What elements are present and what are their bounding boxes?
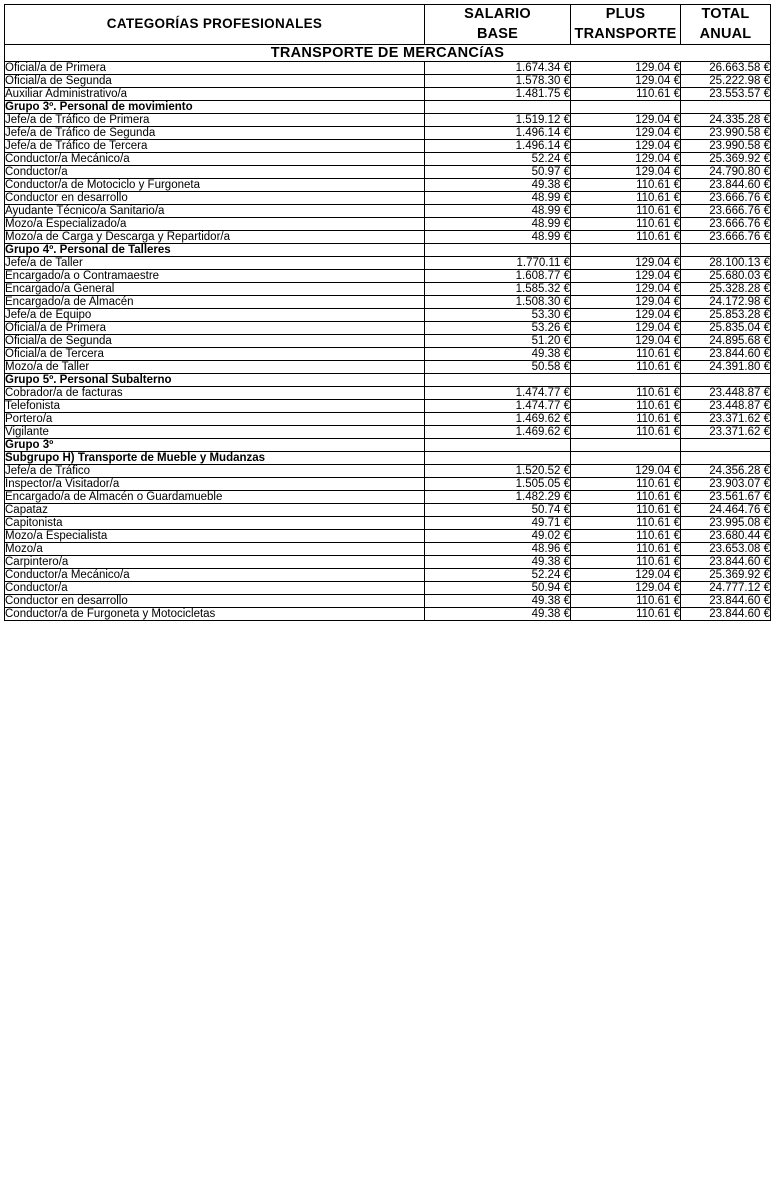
cell-category: Conductor/a Mecánico/a: [5, 569, 425, 582]
group-row: [5, 452, 771, 465]
header-salario-base-line1: SALARIO: [464, 6, 531, 22]
table-row: [5, 361, 771, 374]
header-plus-transporte-line1: PLUS: [605, 6, 646, 22]
cell-total-anual: 23.561.67 €: [681, 491, 771, 504]
cell-plus-transporte: 110.61 €: [571, 595, 681, 608]
header-plus-transporte: [571, 5, 681, 45]
cell-salario-base: 48.99 €: [425, 205, 571, 218]
cell-total-anual: 23.844.60 €: [681, 556, 771, 569]
cell-plus-transporte: 110.61 €: [571, 543, 681, 556]
cell-plus-transporte: 110.61 €: [571, 517, 681, 530]
group-empty-cell: [681, 374, 771, 387]
cell-salario-base: 1.474.77 €: [425, 387, 571, 400]
cell-salario-base: 1.474.77 €: [425, 400, 571, 413]
table-row: [5, 387, 771, 400]
wage-table: [4, 4, 771, 621]
group-label: Grupo 5º. Personal Subalterno: [5, 374, 425, 387]
cell-total-anual: 23.553.57 €: [681, 88, 771, 101]
table-row: [5, 140, 771, 153]
cell-plus-transporte: 110.61 €: [571, 231, 681, 244]
cell-plus-transporte: 129.04 €: [571, 114, 681, 127]
group-empty-cell: [425, 452, 571, 465]
cell-plus-transporte: 129.04 €: [571, 270, 681, 283]
cell-total-anual: 25.369.92 €: [681, 569, 771, 582]
table-row: [5, 400, 771, 413]
table-row: [5, 556, 771, 569]
cell-salario-base: 1.519.12 €: [425, 114, 571, 127]
cell-salario-base: 1.585.32 €: [425, 283, 571, 296]
cell-plus-transporte: 129.04 €: [571, 569, 681, 582]
cell-category: Jefe/a de Tráfico de Primera: [5, 114, 425, 127]
cell-category: Auxiliar Administrativo/a: [5, 88, 425, 101]
table-row: [5, 504, 771, 517]
group-empty-cell: [681, 439, 771, 452]
cell-category: Oficial/a de Primera: [5, 62, 425, 75]
cell-total-anual: 23.666.76 €: [681, 205, 771, 218]
cell-salario-base: 1.520.52 €: [425, 465, 571, 478]
group-empty-cell: [681, 101, 771, 114]
cell-plus-transporte: 110.61 €: [571, 491, 681, 504]
cell-total-anual: 23.371.62 €: [681, 426, 771, 439]
cell-total-anual: 24.777.12 €: [681, 582, 771, 595]
cell-salario-base: 1.482.29 €: [425, 491, 571, 504]
cell-salario-base: 1.496.14 €: [425, 127, 571, 140]
header-salario-base-line2: BASE: [476, 25, 519, 42]
table-row: [5, 296, 771, 309]
cell-salario-base: 53.26 €: [425, 322, 571, 335]
header-categories: CATEGORÍAS PROFESIONALES: [5, 5, 425, 45]
table-row: [5, 478, 771, 491]
group-row: [5, 244, 771, 257]
cell-total-anual: 24.391.80 €: [681, 361, 771, 374]
table-row: [5, 218, 771, 231]
group-empty-cell: [425, 439, 571, 452]
cell-category: Vigilante: [5, 426, 425, 439]
cell-category: Encargado/a General: [5, 283, 425, 296]
cell-plus-transporte: 110.61 €: [571, 348, 681, 361]
cell-category: Ayudante Técnico/a Sanitario/a: [5, 205, 425, 218]
cell-salario-base: 50.97 €: [425, 166, 571, 179]
cell-total-anual: 23.448.87 €: [681, 400, 771, 413]
header-total-anual: [681, 5, 771, 45]
cell-total-anual: 25.835.04 €: [681, 322, 771, 335]
cell-plus-transporte: 110.61 €: [571, 608, 681, 621]
cell-plus-transporte: 129.04 €: [571, 335, 681, 348]
cell-total-anual: 23.666.76 €: [681, 218, 771, 231]
cell-salario-base: 49.38 €: [425, 556, 571, 569]
cell-plus-transporte: 110.61 €: [571, 504, 681, 517]
cell-plus-transporte: 110.61 €: [571, 400, 681, 413]
cell-salario-base: 1.496.14 €: [425, 140, 571, 153]
cell-plus-transporte: 129.04 €: [571, 166, 681, 179]
table-row: [5, 608, 771, 621]
cell-plus-transporte: 110.61 €: [571, 556, 681, 569]
cell-category: Conductor/a Mecánico/a: [5, 153, 425, 166]
cell-category: Oficial/a de Tercera: [5, 348, 425, 361]
table-row: [5, 491, 771, 504]
cell-salario-base: 48.99 €: [425, 192, 571, 205]
group-label: Grupo 4º. Personal de Talleres: [5, 244, 425, 257]
cell-category: Oficial/a de Segunda: [5, 75, 425, 88]
group-empty-cell: [425, 244, 571, 257]
cell-salario-base: 49.38 €: [425, 608, 571, 621]
cell-salario-base: 1.578.30 €: [425, 75, 571, 88]
table-row: [5, 270, 771, 283]
cell-total-anual: 23.903.07 €: [681, 478, 771, 491]
header-total-anual-line2: ANUAL: [699, 25, 752, 42]
cell-total-anual: 23.680.44 €: [681, 530, 771, 543]
group-empty-cell: [571, 439, 681, 452]
cell-category: Telefonista: [5, 400, 425, 413]
cell-total-anual: 24.172.98 €: [681, 296, 771, 309]
cell-category: Conductor/a: [5, 166, 425, 179]
cell-category: Mozo/a de Taller: [5, 361, 425, 374]
cell-category: Encargado/a o Contramaestre: [5, 270, 425, 283]
cell-total-anual: 23.995.08 €: [681, 517, 771, 530]
cell-total-anual: 23.990.58 €: [681, 127, 771, 140]
cell-total-anual: 25.853.28 €: [681, 309, 771, 322]
cell-plus-transporte: 110.61 €: [571, 179, 681, 192]
table-row: [5, 569, 771, 582]
cell-total-anual: 25.369.92 €: [681, 153, 771, 166]
cell-category: Jefe/a de Tráfico: [5, 465, 425, 478]
cell-total-anual: 24.464.76 €: [681, 504, 771, 517]
cell-category: Jefe/a de Tráfico de Segunda: [5, 127, 425, 140]
cell-category: Encargado/a de Almacén o Guardamueble: [5, 491, 425, 504]
table-row: [5, 322, 771, 335]
cell-total-anual: 24.356.28 €: [681, 465, 771, 478]
cell-category: Portero/a: [5, 413, 425, 426]
cell-total-anual: 23.653.08 €: [681, 543, 771, 556]
cell-category: Jefe/a de Equipo: [5, 309, 425, 322]
group-empty-cell: [571, 101, 681, 114]
cell-category: Mozo/a de Carga y Descarga y Repartidor/a: [5, 231, 425, 244]
cell-salario-base: 1.508.30 €: [425, 296, 571, 309]
group-empty-cell: [571, 452, 681, 465]
group-label: Grupo 3º. Personal de movimiento: [5, 101, 425, 114]
table-row: [5, 348, 771, 361]
table-row: [5, 127, 771, 140]
cell-plus-transporte: 110.61 €: [571, 205, 681, 218]
cell-total-anual: 25.680.03 €: [681, 270, 771, 283]
table-row: [5, 75, 771, 88]
table-row: [5, 413, 771, 426]
cell-salario-base: 50.58 €: [425, 361, 571, 374]
cell-plus-transporte: 110.61 €: [571, 387, 681, 400]
cell-category: Oficial/a de Segunda: [5, 335, 425, 348]
cell-category: Cobrador/a de facturas: [5, 387, 425, 400]
cell-total-anual: 23.990.58 €: [681, 140, 771, 153]
cell-plus-transporte: 129.04 €: [571, 582, 681, 595]
cell-salario-base: 1.608.77 €: [425, 270, 571, 283]
cell-total-anual: 25.222.98 €: [681, 75, 771, 88]
table-row: [5, 582, 771, 595]
cell-total-anual: 23.371.62 €: [681, 413, 771, 426]
table-row: [5, 283, 771, 296]
cell-plus-transporte: 129.04 €: [571, 296, 681, 309]
cell-salario-base: 50.74 €: [425, 504, 571, 517]
cell-total-anual: 23.844.60 €: [681, 595, 771, 608]
cell-salario-base: 52.24 €: [425, 153, 571, 166]
cell-salario-base: 51.20 €: [425, 335, 571, 348]
cell-salario-base: 49.38 €: [425, 595, 571, 608]
cell-plus-transporte: 110.61 €: [571, 192, 681, 205]
group-row: [5, 374, 771, 387]
table-row: [5, 166, 771, 179]
cell-salario-base: 49.71 €: [425, 517, 571, 530]
cell-total-anual: 26.663.58 €: [681, 62, 771, 75]
table-row: [5, 426, 771, 439]
table-header: [5, 5, 771, 45]
cell-category: Conductor/a de Motociclo y Furgoneta: [5, 179, 425, 192]
cell-category: Conductor en desarrollo: [5, 192, 425, 205]
cell-salario-base: 49.02 €: [425, 530, 571, 543]
cell-salario-base: 52.24 €: [425, 569, 571, 582]
cell-plus-transporte: 129.04 €: [571, 322, 681, 335]
group-empty-cell: [681, 452, 771, 465]
cell-total-anual: 24.895.68 €: [681, 335, 771, 348]
cell-category: Conductor/a: [5, 582, 425, 595]
cell-salario-base: 1.469.62 €: [425, 426, 571, 439]
table-row: [5, 543, 771, 556]
table-row: [5, 530, 771, 543]
group-label: Grupo 3º: [5, 439, 425, 452]
group-row: [5, 439, 771, 452]
cell-salario-base: 1.770.11 €: [425, 257, 571, 270]
table-body: [5, 45, 771, 621]
group-empty-cell: [571, 244, 681, 257]
cell-salario-base: 50.94 €: [425, 582, 571, 595]
cell-salario-base: 1.674.34 €: [425, 62, 571, 75]
header-plus-transporte-line2: TRANSPORTE: [574, 25, 677, 42]
cell-total-anual: 23.666.76 €: [681, 231, 771, 244]
cell-total-anual: 23.844.60 €: [681, 348, 771, 361]
cell-salario-base: 48.96 €: [425, 543, 571, 556]
cell-salario-base: 49.38 €: [425, 348, 571, 361]
table-row: [5, 114, 771, 127]
group-row: [5, 101, 771, 114]
cell-plus-transporte: 129.04 €: [571, 75, 681, 88]
cell-plus-transporte: 129.04 €: [571, 257, 681, 270]
section-title: TRANSPORTE DE MERCANCíAS: [5, 45, 771, 62]
cell-category: Mozo/a Especializado/a: [5, 218, 425, 231]
cell-salario-base: 48.99 €: [425, 218, 571, 231]
cell-total-anual: 23.448.87 €: [681, 387, 771, 400]
cell-category: Capataz: [5, 504, 425, 517]
table-row: [5, 335, 771, 348]
cell-total-anual: 25.328.28 €: [681, 283, 771, 296]
table-row: [5, 257, 771, 270]
table-row: [5, 192, 771, 205]
table-row: [5, 595, 771, 608]
cell-plus-transporte: 129.04 €: [571, 465, 681, 478]
cell-salario-base: 1.469.62 €: [425, 413, 571, 426]
group-empty-cell: [571, 374, 681, 387]
table-row: [5, 179, 771, 192]
cell-total-anual: 23.844.60 €: [681, 608, 771, 621]
cell-salario-base: 48.99 €: [425, 231, 571, 244]
group-label: Subgrupo H) Transporte de Mueble y Mudanzas: [5, 452, 425, 465]
cell-plus-transporte: 129.04 €: [571, 153, 681, 166]
cell-salario-base: 49.38 €: [425, 179, 571, 192]
table-row: [5, 88, 771, 101]
cell-category: Jefe/a de Taller: [5, 257, 425, 270]
cell-plus-transporte: 129.04 €: [571, 140, 681, 153]
cell-category: Conductor/a de Furgoneta y Motocicletas: [5, 608, 425, 621]
cell-total-anual: 23.844.60 €: [681, 179, 771, 192]
cell-plus-transporte: 110.61 €: [571, 88, 681, 101]
group-empty-cell: [425, 374, 571, 387]
cell-plus-transporte: 110.61 €: [571, 426, 681, 439]
cell-category: Inspector/a Visitador/a: [5, 478, 425, 491]
header-row: [5, 5, 771, 45]
group-empty-cell: [681, 244, 771, 257]
group-empty-cell: [425, 101, 571, 114]
cell-plus-transporte: 110.61 €: [571, 218, 681, 231]
table-row: [5, 465, 771, 478]
cell-total-anual: 24.790.80 €: [681, 166, 771, 179]
cell-plus-transporte: 110.61 €: [571, 530, 681, 543]
cell-category: Carpintero/a: [5, 556, 425, 569]
table-row: [5, 517, 771, 530]
cell-salario-base: 1.481.75 €: [425, 88, 571, 101]
cell-plus-transporte: 129.04 €: [571, 127, 681, 140]
table-row: [5, 231, 771, 244]
table-row: [5, 205, 771, 218]
cell-category: Jefe/a de Tráfico de Tercera: [5, 140, 425, 153]
table-row: [5, 309, 771, 322]
cell-category: Encargado/a de Almacén: [5, 296, 425, 309]
cell-category: Mozo/a: [5, 543, 425, 556]
header-total-anual-line1: TOTAL: [701, 6, 750, 22]
cell-total-anual: 24.335.28 €: [681, 114, 771, 127]
cell-category: Conductor en desarrollo: [5, 595, 425, 608]
cell-total-anual: 28.100.13 €: [681, 257, 771, 270]
section-title-row: [5, 45, 771, 62]
cell-plus-transporte: 110.61 €: [571, 413, 681, 426]
cell-total-anual: 23.666.76 €: [681, 192, 771, 205]
table-row: [5, 62, 771, 75]
header-salario-base: [425, 5, 571, 45]
table-row: [5, 153, 771, 166]
cell-salario-base: 53.30 €: [425, 309, 571, 322]
cell-category: Oficial/a de Primera: [5, 322, 425, 335]
cell-plus-transporte: 110.61 €: [571, 478, 681, 491]
cell-salario-base: 1.505.05 €: [425, 478, 571, 491]
cell-category: Capitonista: [5, 517, 425, 530]
cell-plus-transporte: 129.04 €: [571, 283, 681, 296]
cell-plus-transporte: 110.61 €: [571, 361, 681, 374]
cell-plus-transporte: 129.04 €: [571, 309, 681, 322]
cell-category: Mozo/a Especialista: [5, 530, 425, 543]
cell-plus-transporte: 129.04 €: [571, 62, 681, 75]
